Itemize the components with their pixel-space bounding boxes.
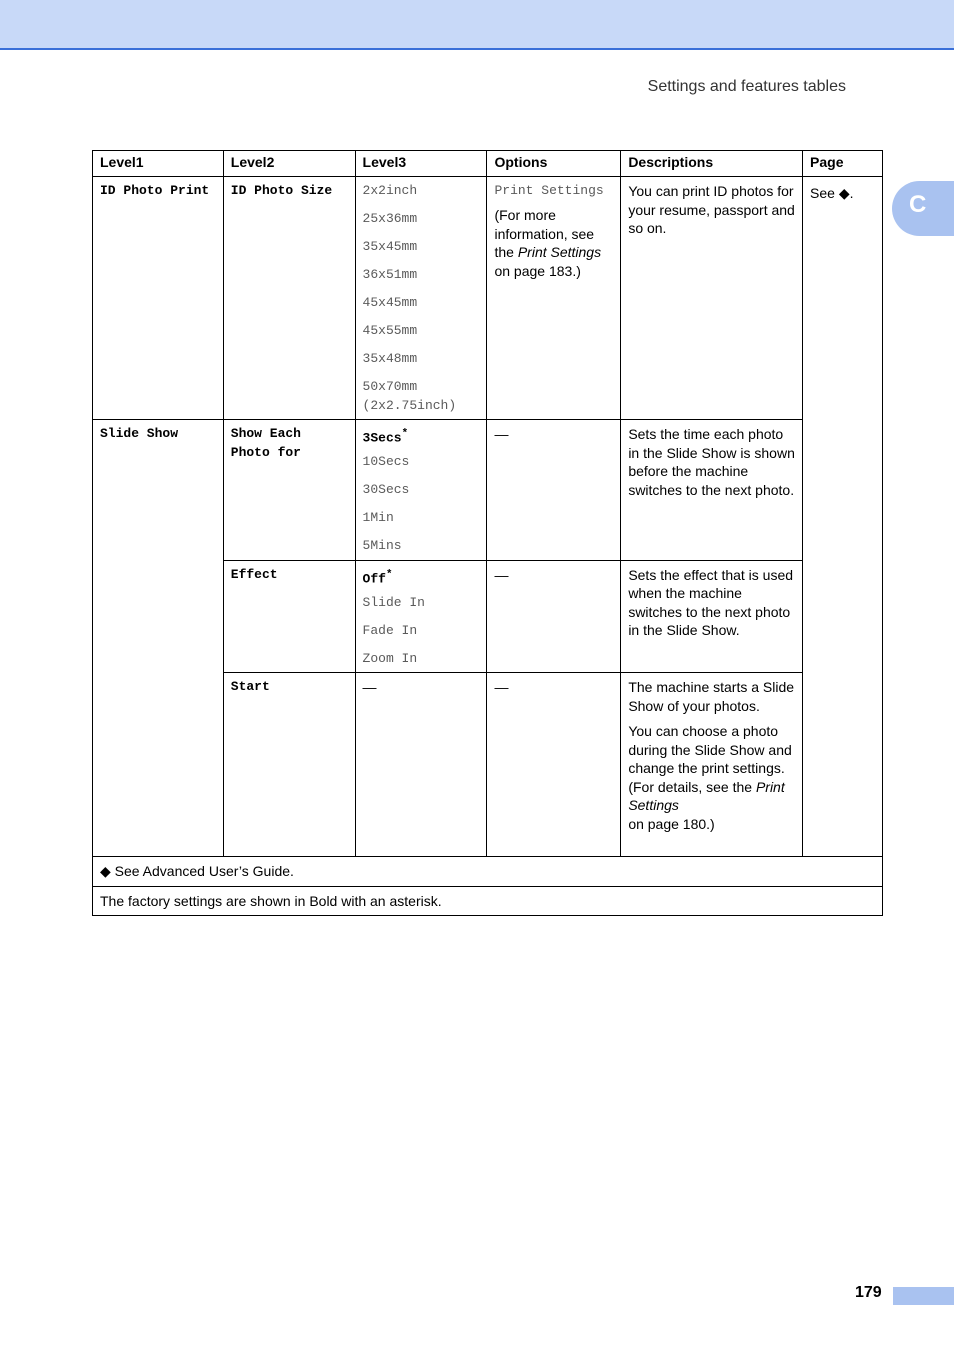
settings-table — [92, 150, 883, 916]
table-header-row — [93, 151, 883, 177]
level3-value: 5Mins — [362, 538, 402, 553]
level3-default-value — [363, 425, 480, 453]
options-effect: — — [487, 560, 621, 673]
level3-value: 10Secs — [362, 454, 410, 469]
description-start-text: You can choose a photo during the Slide Show and change the print settings. (For details, see the — [628, 723, 792, 795]
description-start — [621, 673, 803, 857]
table-row — [93, 420, 883, 561]
header-level1: Level1 — [93, 151, 224, 177]
options-note-text: (For more information, see the — [494, 207, 595, 260]
level3-value: (2x2.75inch) — [362, 397, 457, 413]
footnote-row — [93, 886, 883, 916]
level3-value: 25x36mm — [362, 211, 418, 226]
header-descriptions: Descriptions — [621, 151, 803, 177]
level2-id-photo-size: ID Photo Size — [223, 177, 355, 420]
options-id-photo — [487, 177, 621, 420]
level3-value: 45x55mm — [362, 323, 418, 338]
level3-value: 1Min — [362, 510, 394, 525]
header-options: Options — [487, 151, 621, 177]
asterisk: * — [385, 568, 393, 581]
level2-effect: Effect — [223, 560, 355, 673]
page-number: 179 — [855, 1284, 882, 1301]
asterisk: * — [401, 428, 409, 440]
level3-effect-values — [355, 560, 487, 673]
running-header-title: Settings and features tables — [647, 78, 846, 95]
level1-id-photo-print: ID Photo Print — [93, 177, 224, 420]
level3-value: 50x70mm — [362, 379, 418, 394]
level1-slide-show: Slide Show — [93, 420, 224, 857]
options-note — [494, 207, 601, 279]
level3-value: 36x51mm — [362, 267, 418, 282]
level3-value: Slide In — [362, 594, 425, 610]
options-note-page: on page 183.) — [494, 262, 581, 279]
description-start-page: on page 180.) — [628, 815, 715, 832]
chapter-tab — [892, 181, 954, 236]
description-id-photo: You can print ID photos for your resume, passport and so on. — [621, 177, 803, 420]
default-3secs: 3Secs — [362, 430, 402, 446]
level3-id-photo-sizes — [355, 177, 487, 420]
description-show-each: Sets the time each photo in the Slide Show is shown before the machine switches to the next photo. — [621, 420, 803, 561]
footnote-factory-settings: The factory settings are shown in Bold with an asterisk. — [93, 886, 883, 916]
level3-show-each-values — [355, 420, 487, 561]
level3-value: 2x2inch — [362, 183, 418, 198]
table-row — [93, 177, 883, 420]
level3-value: Fade In — [362, 622, 418, 638]
footnote-advanced-guide: ◆ See Advanced User’s Guide. — [93, 857, 883, 887]
header-level2: Level2 — [223, 151, 355, 177]
header-level3: Level3 — [355, 151, 487, 177]
page-reference: See ◆. — [803, 177, 883, 857]
description-start-para1: The machine starts a Slide Show of your photos. — [628, 679, 795, 714]
description-start-para2 — [628, 722, 795, 833]
options-show-each: — — [487, 420, 621, 561]
level2-show-each-photo: Show Each Photo for — [223, 420, 355, 561]
level3-default-value — [363, 566, 480, 594]
level3-value: 35x48mm — [362, 351, 418, 366]
options-print-settings: Print Settings — [494, 183, 604, 198]
footnote-row — [93, 857, 883, 887]
description-start-link: Print Settings — [628, 778, 785, 813]
chapter-tab-letter: C — [909, 191, 927, 218]
level3-value: 30Secs — [362, 482, 410, 497]
page-number-bar — [893, 1287, 954, 1305]
level3-value: Zoom In — [362, 650, 418, 666]
description-effect: Sets the effect that is used when the machine switches to the next photo in the Slide Show. — [621, 560, 803, 673]
options-note-link: Print Settings — [517, 244, 602, 260]
level3-start: — — [355, 673, 487, 857]
level3-value: 45x45mm — [362, 295, 418, 310]
top-header-band — [0, 0, 954, 50]
header-page: Page — [803, 151, 883, 177]
default-off: Off — [362, 570, 386, 586]
options-start: — — [487, 673, 621, 857]
level3-value: 35x45mm — [362, 239, 418, 254]
level2-start: Start — [223, 673, 355, 857]
